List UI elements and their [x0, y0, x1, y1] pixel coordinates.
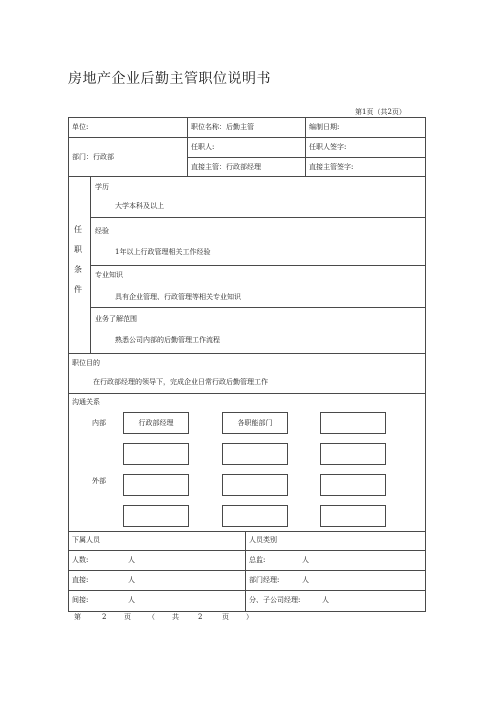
count-unit: 人 — [128, 556, 135, 564]
header-row-divider-1 — [68, 137, 426, 138]
compile-date: 编制日期: — [309, 123, 340, 131]
subordinates-heading: 下属人员 — [72, 536, 100, 544]
header-col-divider-1 — [187, 117, 188, 176]
communication-heading: 沟通关系 — [72, 398, 100, 406]
footer-part: 第 — [74, 613, 81, 621]
qualifications-side-label-1: 任 — [74, 225, 82, 234]
staff-row-divider-2 — [68, 570, 426, 571]
internal-box-departments — [222, 412, 288, 434]
table-border-right — [425, 117, 426, 612]
indirect-label: 间接: — [72, 596, 89, 604]
qualifications-divider-3 — [90, 307, 426, 308]
relation-box-empty — [123, 443, 189, 465]
purpose-content: 在行政部经理的领导下，完成企业日常行政后勤管理工作 — [93, 378, 268, 386]
education-heading: 学历 — [95, 183, 109, 191]
category-heading: 人员类别 — [249, 536, 277, 544]
external-box-empty — [222, 505, 288, 527]
knowledge-heading: 专业知识 — [95, 271, 123, 279]
internal-box-label: 各职能部门 — [237, 419, 273, 427]
branch-manager-label: 分、子公司经理: — [249, 596, 301, 604]
qualifications-divider-2 — [90, 265, 426, 266]
scope-heading: 业务了解范围 — [95, 315, 137, 323]
header-col-divider-2 — [305, 117, 306, 176]
dept-manager-unit: 人 — [302, 576, 309, 584]
qualifications-bottom — [68, 353, 426, 354]
table-border-top — [68, 117, 426, 118]
holder: 任职人: — [191, 143, 215, 151]
position-name: 职位名称：后勤主管 — [191, 123, 254, 131]
staff-col-divider — [245, 531, 246, 611]
experience-content: 1年以上行政管理相关工作经验 — [115, 248, 211, 256]
qualifications-side-label-2: 职 — [74, 245, 82, 254]
unit-label: 单位: — [72, 123, 89, 131]
footer-part: 2 — [198, 613, 203, 621]
table-border-bottom — [68, 611, 426, 612]
indirect-unit: 人 — [128, 596, 135, 604]
education-content: 大学本科及以上 — [115, 202, 164, 210]
direct-unit: 人 — [128, 576, 135, 584]
supervisor: 直接主管：行政部经理 — [191, 163, 261, 171]
external-label: 外部 — [92, 477, 106, 485]
footer-part: （ — [148, 613, 155, 621]
external-box-empty — [320, 474, 386, 496]
count-label: 人数: — [72, 556, 89, 564]
staff-row-divider-1 — [68, 550, 426, 551]
relation-box-empty — [320, 443, 386, 465]
footer-part: 页 — [124, 613, 131, 621]
external-box-empty — [123, 505, 189, 527]
footer-part: 页 — [222, 613, 229, 621]
dept-manager-label: 部门经理: — [249, 576, 280, 584]
page-info: 第1页（共2页） — [355, 108, 406, 116]
internal-box-admin-manager — [123, 412, 189, 434]
footer-part: 共 — [172, 613, 179, 621]
scope-content: 熟悉公司内部的后勤管理工作流程 — [115, 336, 220, 344]
experience-heading: 经验 — [95, 227, 109, 235]
external-box-empty — [320, 505, 386, 527]
total-unit: 人 — [302, 556, 309, 564]
header-row-divider-2 — [187, 157, 426, 158]
header-bottom — [68, 176, 426, 177]
internal-box-label: 行政部经理 — [138, 419, 174, 427]
qualifications-side-label-4: 件 — [74, 285, 82, 294]
direct-label: 直接: — [72, 576, 89, 584]
external-box-empty — [222, 474, 288, 496]
footer-part: 2 — [102, 613, 107, 621]
table-border-left — [68, 117, 69, 612]
department: 部门：行政部 — [72, 153, 114, 161]
relation-box-empty — [222, 443, 288, 465]
branch-manager-unit: 人 — [322, 596, 329, 604]
internal-label: 内部 — [92, 419, 106, 427]
communication-bottom — [68, 531, 426, 532]
qualifications-side-label-3: 条 — [74, 265, 82, 274]
external-box-empty — [123, 474, 189, 496]
purpose-heading: 职位目的 — [72, 359, 100, 367]
document-title: 房地产企业后勤主管职位说明书 — [68, 71, 271, 87]
supervisor-sign: 直接主管签字: — [309, 163, 354, 171]
knowledge-content: 具有企业管理、行政管理等相关专业知识 — [115, 293, 241, 301]
total-label: 总监: — [249, 556, 266, 564]
qualifications-divider-1 — [90, 217, 426, 218]
internal-box-empty — [320, 412, 386, 434]
staff-row-divider-3 — [68, 590, 426, 591]
footer-part: ） — [246, 613, 253, 621]
purpose-bottom — [68, 393, 426, 394]
holder-sign: 任职人签字: — [309, 143, 347, 151]
